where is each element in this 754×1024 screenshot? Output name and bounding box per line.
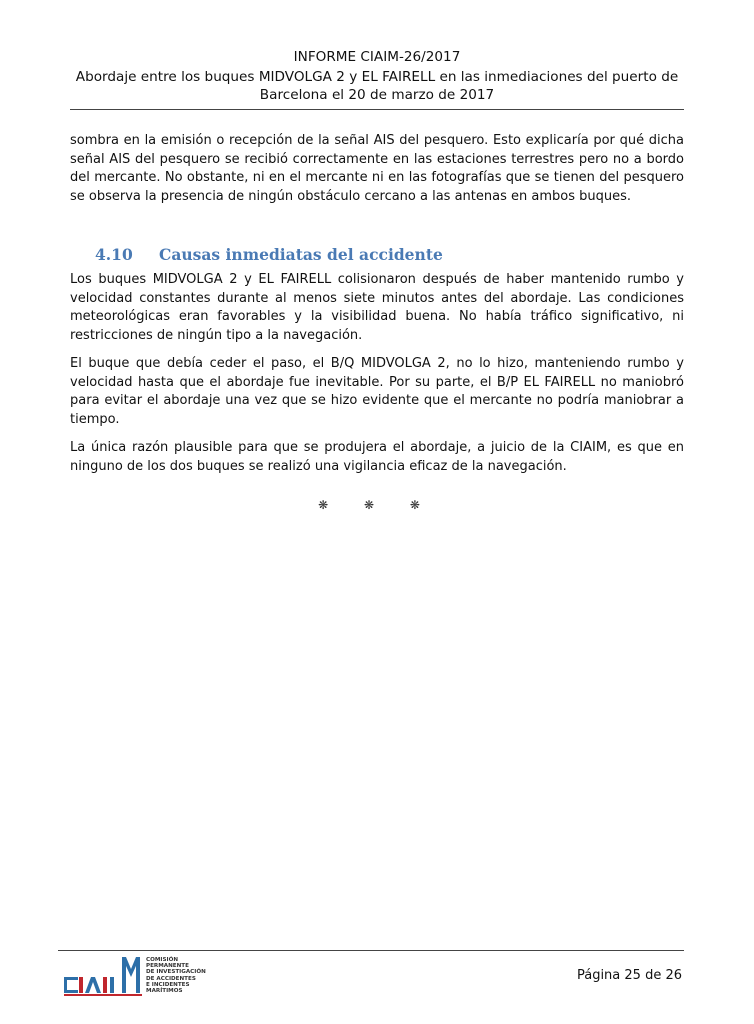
section-end-separator: ❋ ❋ ❋ (318, 498, 436, 512)
logo-line: PERMANENTE (146, 963, 189, 970)
header-divider (70, 109, 684, 110)
logo-line: DE INVESTIGACIÓN (146, 969, 206, 976)
page-header (70, 48, 684, 104)
page-number: Página 25 de 26 (576, 968, 682, 983)
logo-line: MARÍTIMOS (146, 988, 183, 995)
footer-divider (58, 950, 684, 951)
logo-line: DE ACCIDENTES (146, 975, 196, 982)
logo-line: COMISIÓN (146, 957, 179, 963)
section-paragraph-3: La única razón plausible para que se produjera el abordaje, a juicio de la CIAIM, es que en ninguno de los dos buques se realizó una vigilancia eficaz de la navegación. (70, 440, 684, 474)
intro-paragraph: sombra en la emisión o recepción de la señal AIS del pesquero. Esto explicaría por qué dicha señal AIS del pesquero se recibió correctamente en las estaciones terrestres pero no a bordo del mercante. No obstante, ni en el mercante ni en las fotografías que se tienen del pesquero se observa la presencia de ningún obstáculo cercano a las antenas en ambos buques. (70, 133, 684, 204)
section-heading (95, 245, 443, 264)
section-paragraph-1: Los buques MIDVOLGA 2 y EL FAIRELL colisionaron después de haber mantenido rumbo y velocidad constantes durante al menos siete minutos antes del abordaje. Las condiciones meteorológicas eran favorables y la visibilidad buena. No había tráfico significativo, ni restricciones de ningún tipo a la navegación. (70, 272, 684, 343)
section-number: 4.10 (95, 245, 133, 264)
logo-line: E INCIDENTES (146, 981, 190, 988)
logo-caption (146, 957, 206, 994)
report-title-line-1: Abordaje entre los buques MIDVOLGA 2 y EL FAIRELL en las inmediaciones del puerto de (75, 69, 679, 85)
section-title: Causas inmediatas del accidente (159, 245, 443, 264)
section-body (70, 271, 684, 486)
intro-text-block (70, 132, 684, 216)
section-paragraph-2: El buque que debía ceder el paso, el B/Q MIDVOLGA 2, no lo hizo, manteniendo rumbo y velocidad hasta que el abordaje fue inevitable. Por su parte, el B/P EL FAIRELL no maniobró para evitar el abordaje una vez que se hizo evidente que el mercante no podría maniobrar a tiempo. (70, 356, 684, 427)
report-title-line-2: Barcelona el 20 de marzo de 2017 (259, 87, 495, 103)
report-id: INFORME CIAIM-26/2017 (293, 49, 461, 65)
